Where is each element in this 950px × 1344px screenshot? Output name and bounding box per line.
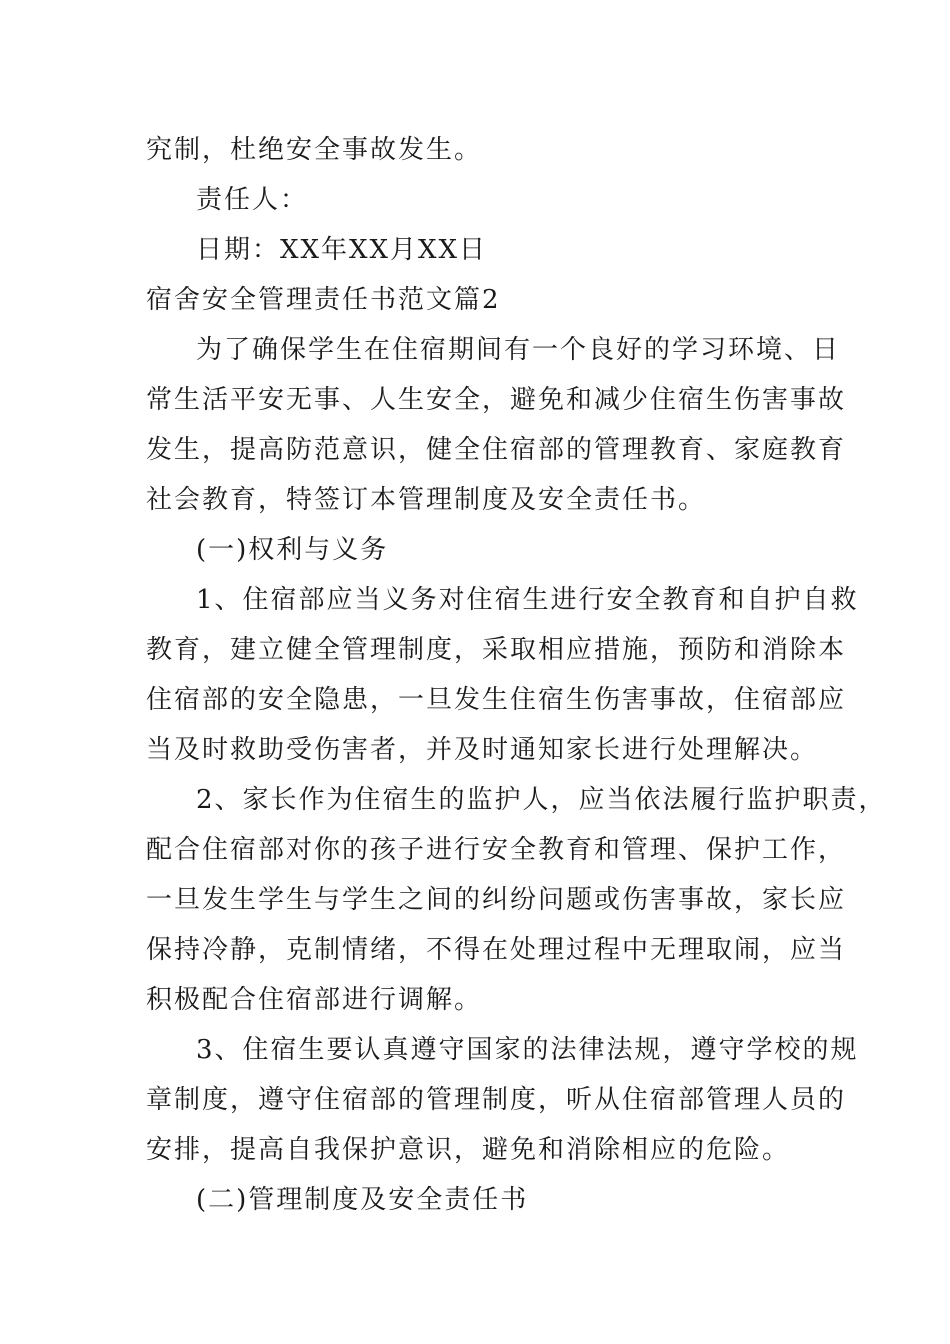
paragraph-line: 一旦发生学生与学生之间的纠纷问题或伤害事故，家长应 xyxy=(146,885,847,915)
paragraph-line: 教育，建立健全管理制度，采取相应措施，预防和消除本 xyxy=(146,635,847,665)
paragraph-line: 积极配合住宿部进行调解。 xyxy=(146,985,483,1015)
paragraph-line: 1、住宿部应当义务对住宿生进行安全教育和自护自救 xyxy=(196,585,859,615)
paragraph-line: 究制，杜绝安全事故发生。 xyxy=(146,135,483,165)
paragraph-line: 为了确保学生在住宿期间有一个良好的学习环境、日 xyxy=(196,335,841,365)
paragraph-line: 发生，提高防范意识，健全住宿部的管理教育、家庭教育 xyxy=(146,435,847,465)
paragraph-line: 常生活平安无事、人生安全，避免和减少住宿生伤害事故 xyxy=(146,385,847,415)
paragraph-line: 配合住宿部对你的孩子进行安全教育和管理、保护工作， xyxy=(146,835,847,865)
paragraph-line: 3、住宿生要认真遵守国家的法律法规，遵守学校的规 xyxy=(196,1035,859,1065)
paragraph-line: 住宿部的安全隐患，一旦发生住宿生伤害事故，住宿部应 xyxy=(146,685,847,715)
paragraph-line: 保持冷静，克制情绪，不得在处理过程中无理取闹，应当 xyxy=(146,935,847,965)
paragraph-line: 社会教育，特签订本管理制度及安全责任书。 xyxy=(146,485,707,515)
paragraph-line: 当及时救助受伤害者，并及时通知家长进行处理解决。 xyxy=(146,735,819,765)
subsection-heading: (二)管理制度及安全责任书 xyxy=(196,1185,529,1215)
signatory-label: 责任人： xyxy=(196,185,309,215)
date-line: 日期：XX年XX月XX日 xyxy=(196,235,488,265)
paragraph-line: 2、家长作为住宿生的监护人，应当依法履行监护职责， xyxy=(196,785,887,815)
paragraph-line: 章制度，遵守住宿部的管理制度，听从住宿部管理人员的 xyxy=(146,1085,847,1115)
section-title: 宿舍安全管理责任书范文篇2 xyxy=(146,285,501,315)
paragraph-line: 安排，提高自我保护意识，避免和消除相应的危险。 xyxy=(146,1135,791,1165)
subsection-heading: (一)权利与义务 xyxy=(196,535,389,565)
